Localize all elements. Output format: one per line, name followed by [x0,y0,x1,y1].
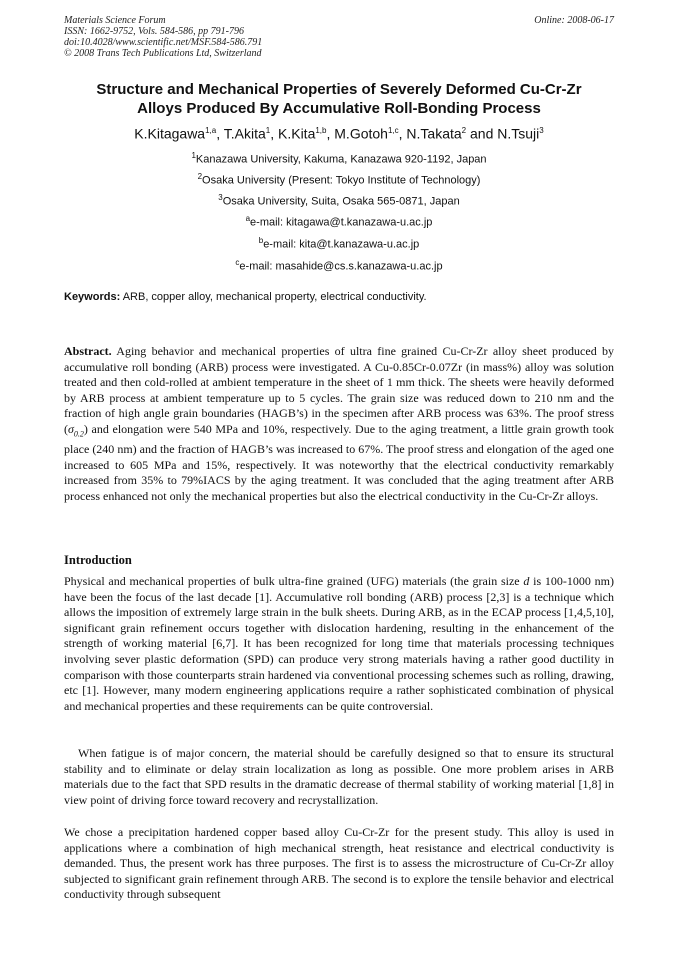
paper-title [60,80,618,118]
online-date: Online: 2008-06-17 [534,15,614,26]
keywords-text: ARB, copper alloy, mechanical property, electrical conductivity. [122,291,427,303]
author-sup: 2 [461,126,467,135]
email-sup: b [258,236,264,245]
affiliation-text: Osaka University, Suita, Osaka 565-0871, Japan [222,195,460,208]
author-sup: 1 [265,126,271,135]
keywords [64,290,624,304]
affiliation-sup: 3 [218,193,223,202]
keywords-label: Keywords: [64,291,121,303]
title-line-2: Alloys Produced By Accumulative Roll-Bonding Process [137,100,541,117]
email-b [40,234,638,252]
intro-heading: Introduction [64,553,132,567]
journal-copyright: © 2008 Trans Tech Publications Ltd, Switzerland [64,48,262,59]
journal-issn: ISSN: 1662-9752, Vols. 584-586, pp 791-796 [64,26,244,37]
intro-paragraph-2 [64,746,614,808]
affiliation-3 [40,191,638,209]
sigma-subscript: 0.2 [73,429,84,439]
title-line-1: Structure and Mechanical Properties of Severely Deformed Cu-Cr-Zr [96,81,582,98]
author-separator: , [326,125,335,142]
journal-doi: doi:10.4028/www.scientific.net/MSF.584-586.791 [64,37,263,48]
affiliation-text: Osaka University (Present: Tokyo Institute of Technology) [202,174,481,187]
intro-text: Physical and mechanical properties of bulk ultra-fine grained (UFG) materials (the grain size [64,574,524,588]
abstract-text-2: ) and elongation were 540 MPa and 10%, respectively. Due to the aging treatment, a little grain growth took place (240 nm) and the fraction of HAGB’s was increased to 67%. The proof stress and elongation of the aged one increased to 605 MPa and 15%, respectively. It was noteworthy that the electrical conductivity remarkably increased from 35% to 79%IACS by the aging treatment. It was concluded that the aging treatment after ARB process enhanced not only the mechanical properties but also the electrical conductivity in the Cu-Cr-Zr alloys. [64,421,614,503]
email-text: e-mail: kitagawa@t.kanazawa-u.ac.jp [250,216,433,229]
author: T.Akita [223,125,266,142]
author: N.Takata [406,125,462,142]
author-list [40,122,638,143]
email-text: e-mail: kita@t.kanazawa-u.ac.jp [263,238,420,251]
author-separator: , [216,125,224,142]
abstract-text-1: Aging behavior and mechanical properties of ultra fine grained Cu-Cr-Zr alloy sheet produced by accumulative roll bonding (ARB) process were investigated. A Cu-0.85Cr-0.07Zr (in mass%) alloy was solution treated and then cold-rolled at ambient temperature in the sheet of 1 mm thick. The sheets were heavily deformed by ARB process at ambient temperature up to 5 cycles. The grain size was reduced down to 210 nm and the fraction of high angle grain boundaries (HAGB’s) in the specimen after ARB process was 63%. The proof stress ( [64,344,614,436]
author: N.Tsuji [497,125,540,142]
affiliation-text: Kanazawa University, Kakuma, Kanazawa 920-1192, Japan [195,153,487,166]
affiliation-sup: 1 [191,151,196,160]
author-separator: , [398,125,407,142]
intro-text: When fatigue is of major concern, the material should be carefully designed so that to ensure its structural stability and to eliminate or delay strain localization as long as possible. One more problem arises in ARB materials due to the fact that SPD results in the dramatic decrease of thermal stability of working material [1,8] in view point of driving force toward recovery and recrystallization. [64,746,614,807]
affiliation-2 [40,170,638,188]
email-a [40,212,638,230]
grain-size-symbol: d [523,574,530,588]
author-and: and [466,125,498,142]
journal-header [64,15,614,59]
author-sup: 3 [539,126,544,135]
intro-text: We chose a precipitation hardened copper based alloy Cu-Cr-Zr for the present study. This alloy is used in applications where a combination of high mechanical strength, heat resistance and electrical conductivity is demanded. Thus, the present work has three purposes. The first is to assess the microstructure of Cu-Cr-Zr alloy subjected to significant grain refinement through ARB. The second is to explore the tensile behavior and electrical conductivity through subsequent [64,825,614,902]
author-sup: 1,b [315,126,327,135]
intro-paragraph-1 [64,574,614,714]
email-text: e-mail: masahide@cs.s.kanazawa-u.ac.jp [239,260,443,273]
intro-paragraph-3 [64,825,614,903]
abstract-label: Abstract. [64,344,112,358]
author: K.Kita [278,125,316,142]
abstract [64,344,614,504]
email-sup: a [245,214,251,223]
affiliation-1 [40,149,638,167]
intro-text: is 100-1000 nm) have been the focus of the last decade [1]. Accumulative roll bonding (ARB) process [2,3] is a technique which allows the imposition of extremely large strain in the bulk sheets. During ARB, as in the ECAP process [1,4,5,10], significant grain refinement occurs together with dislocation hardening, resulting in the enhancement of the strength of working material [6,7]. It has been recognized for long time that materials processing techniques involving sever plastic deformation (SPD) can produce very strong materials having a rather good ductility in comparison with those counterparts strain hardened via conventional processing schemes such as rolling, drawing, etc [1]. However, many modern engineering applications require a rather sophisticated combination of physical and mechanical properties and these requirements can be quite controversial. [64,574,614,713]
journal-name: Materials Science Forum [64,15,166,26]
author-sup: 1,c [387,126,399,135]
author: M.Gotoh [334,125,388,142]
email-c [40,256,638,274]
author: K.Kitagawa [134,125,206,142]
author-sup: 1,a [205,126,217,135]
affiliation-sup: 2 [197,172,203,181]
email-sup: c [235,258,240,267]
author-separator: , [270,125,278,142]
sigma-symbol: σ [68,421,74,436]
